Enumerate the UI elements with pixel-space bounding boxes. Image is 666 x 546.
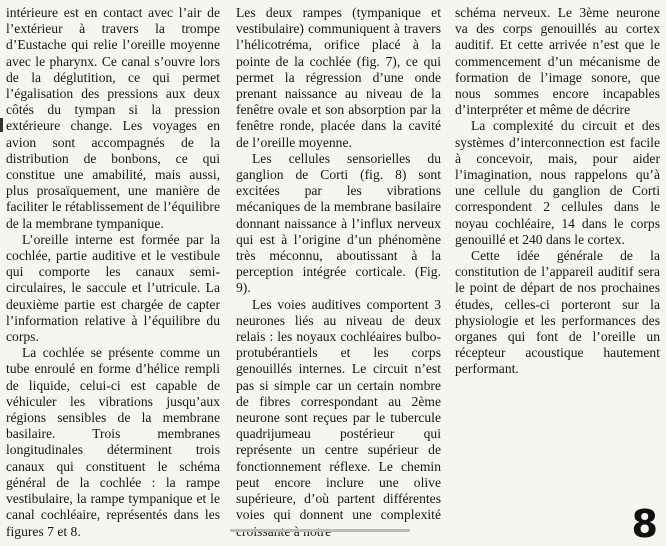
paragraph: La cochlée se présente comme un tube enroulé en forme d’hélice rempli de liquide, celui-ci est capable de véhiculer les vibrations jusqu’aux régions sensibles de la membrane basilaire. Trois membranes longitudinales déterminent trois canaux qui constituent le schéma général de la cochlée : la rampe vestibulaire, la rampe tympanique et le canal cochléaire, représentés dans les figures 7 et 8. [6, 345, 220, 539]
paragraph: Cette idée générale de la constitution de l’appareil auditif sera le point de départ de nos prochaines études, celles-ci porteront sur la physiologie et les performances des organes qui font de l’oreille un récepteur acoustique hautement performant. [455, 248, 660, 377]
text-column-1 [6, 5, 220, 540]
text-column-3 [455, 5, 660, 378]
paragraph: La complexité du circuit et des systèmes d’interconnection est facile à concevoir, mais, pour aider l’imagination, nous rappelons qu’à une cellule du ganglion de Corti correspondent 2 cellules dans le noyau cochléaire, 14 dans le corps genouillé et 240 dans le cortex. [455, 118, 660, 247]
paragraph: schéma nerveux. Le 3ème neurone va des corps genouillés au cortex auditif. Et cette arrivée n’est que le commencement d’un mécanisme de formation de l’image sonore, que nous sommes encore incapables d’interpréter et même de décrire [455, 5, 660, 118]
text-column-2 [236, 5, 441, 540]
page-number: 8 [631, 502, 658, 546]
scan-edge-mark [0, 118, 3, 132]
paragraph: L’oreille interne est formée par la cochlée, partie auditive et le vestibule qui comporte les canaux semi-circulaires, le saccule et l’utricule. La deuxième partie est chargée de capter l’information relative à l’équilibre du corps. [6, 231, 220, 345]
paragraph: Les voies auditives comportent 3 neurones liés au niveau de deux relais : les noyaux cochléaires bulbo-protubérantiels et les corps genouillés internes. Le circuit n’est pas si simple car un certain nombre de fibres correspondant au 2ème neurone sont reçues par le tubercule quadrijumeau postérieur qui représente un centre supérieur de fonctionnement réflexe. Le chemin peut encore inclure une olive supérieure, d’où partent différentes voies qui donnent une complexité [236, 296, 441, 523]
paragraph: Les deux rampes (tympanique et vestibulaire) communiquent à travers l’hélicotréma, orifice placé à la pointe de la cochlée (fig. 7), ce qui permet la régression d’une onde prenant naissance au niveau de la fenêtre ovale et son absorption par la fenêtre ronde, placée dans la cavité de l’oreille moyenne. [236, 5, 441, 150]
paragraph: Les cellules sensorielles du ganglion de Corti (fig. 8) sont excitées par les vibrations mécaniques de la membrane basilaire donnant naissance à l’influx nerveux qui est à l’origine d’un phénomène très méconnu, aboutissant à la perception intégrée corticale. (Fig. 9). [236, 150, 441, 296]
paragraph: intérieure est en contact avec l’air de l’extérieur à travers la trompe d’Eustache qui relie l’oreille moyenne avec le pharynx. Ce canal s’ouvre lors de la déglutition, ce qui permet l’égalisation des pressions aux deux côtés du tympan si la pression extérieure change. Les voyages en avion sont accompagnés de la distribution de bonbons, ce qui constitue une amabilité, mais aussi, plus prosaïquement, une manière de faciliter le rétablissement de l’équilibre de la membrane tympanique. [6, 5, 220, 231]
